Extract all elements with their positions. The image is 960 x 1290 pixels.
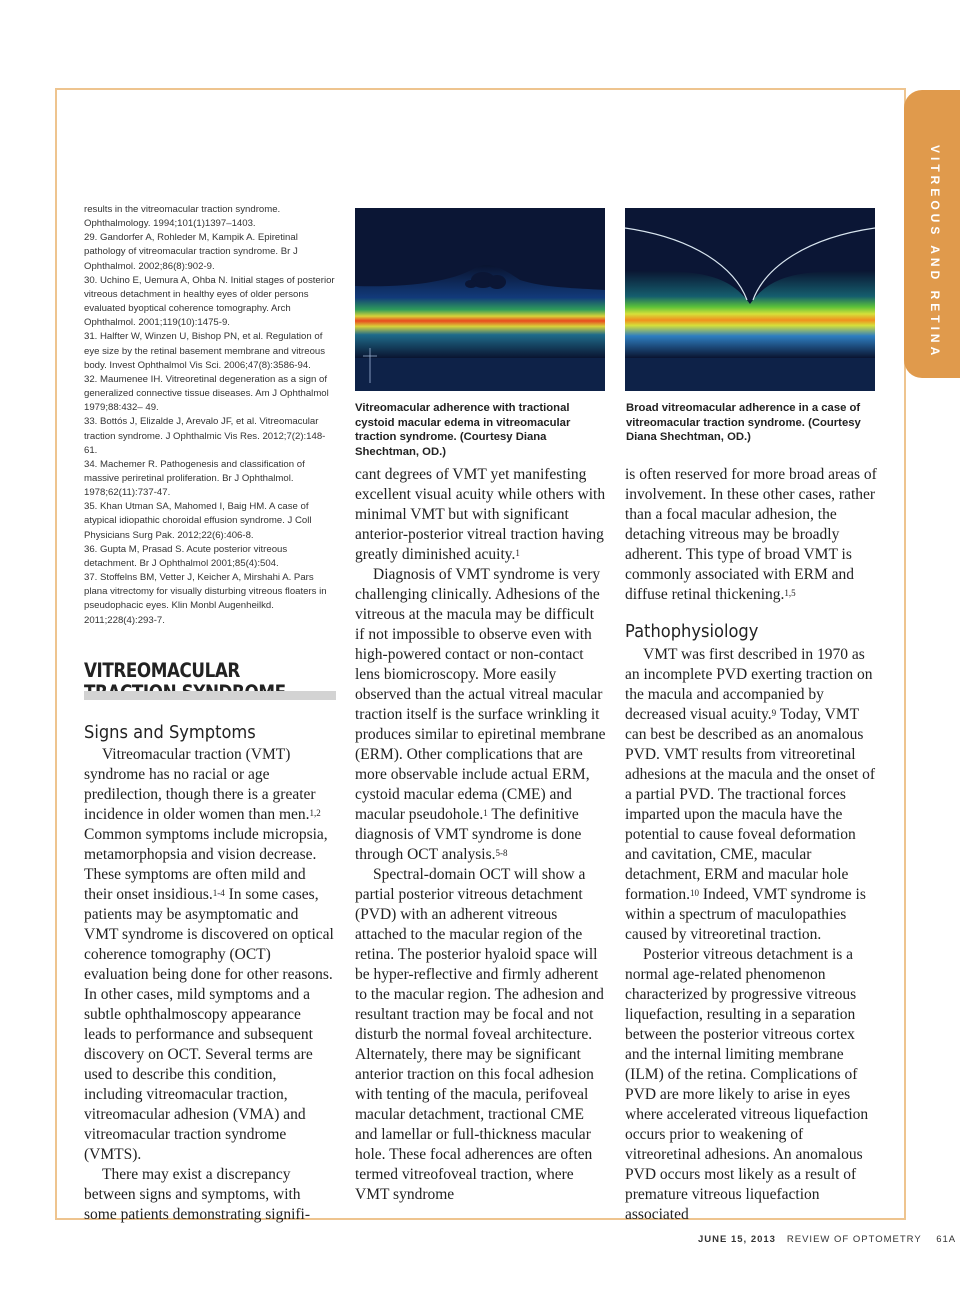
body-text: There may exist a discrepancy between signs and symptoms, with some patients demonstrating signifi- [84, 1166, 311, 1223]
page-number: 61A [936, 1234, 957, 1245]
body-column-1 [84, 745, 336, 1225]
body-text: Today, VMT can best be described as an anomalous PVD. VMT results from vitreoretinal adhesions at the macula and the onset of a partial PVD. The tractional forces imparted upon the macula have the potential to cause foveal deformation and cavitation, CME, macular detachment, ERM and macular hole formation. [625, 706, 876, 903]
reference-item: 29. Gandorfer A, Rohleder M, Kampik A. Epiretinal pathology of vitreomacular traction syndrome. Br J Ophthalmol. 2002;86(8):902-9. [84, 232, 298, 272]
footer-journal: REVIEW OF OPTOMETRY [786, 1234, 922, 1245]
body-column-3 [625, 465, 877, 605]
body-text: Spectral-domain OCT will show a partial posterior vitreous detachment (PVD) with an adherent vitreous attached to the macular region of the retina. The posterior hyaloid space will be hyper-reflective and firmly adherent to the macular region. The adhesion and resultant traction may be focal and not disturb the normal foveal architecture. Alternately, there may be significant anterior traction on this focal adhesion with tenting of the macula, perifoveal macular detachment, tractional CME and lamellar or full-thickness macular hole. These focal adherences are often termed vitreofoveal traction, where VMT syndrome [355, 866, 604, 1203]
reference-item: 32. Maumenee IH. Vitreoretinal degeneration as a sign of generalized connective tissue diseases. Am J Ophthalmol 1979;88:432– 49. [84, 373, 329, 414]
citation: 10 [690, 888, 699, 898]
citation: 9 [771, 708, 777, 718]
reference-item: 36. Gupta M, Prasad S. Acute posterior vitreous detachment. Br J Ophthalmol 2001;85(4):504. [84, 543, 288, 569]
body-text: Posterior vitreous detachment is a normal age-related phenomenon characterized by progressive vitreous liquefaction, resulting in a separation between the posterior vitreous cortex and the internal limiting membrane (ILM) of the retina. Complications of PVD are more likely to arise in eyes where accelerated vitreous liquefaction occurs prior to weakening of vitreoretinal adhesions. An anomalous PVD occurs most likely as a result of premature vitreous liquefaction associated [625, 946, 869, 1223]
figure-caption-2: Broad vitreomacular adherence in a case of vitreomacular traction syndrome. (Courtesy Diana Shechtman, OD.) [626, 402, 861, 443]
body-text: Diagnosis of VMT syndrome is very challenging clinically. Adhesions of the vitreous at the macula may be difficult if not impossible to observe even with high-powered contact or non-contact lens biomicroscopy. More easily observed than the actual vitreal macular traction itself is the surface wrinkling it produces similar to epiretinal membrane (ERM). Other complications that are more observable include actual ERM, cystoid macular edema (CME) and macular pseudohole. [355, 566, 606, 823]
body-text: cant degrees of VMT yet manifesting excellent visual acuity while others with minimal VMT but with significant anterior-posterior vitreal traction having greatly diminished acuity. [355, 466, 606, 563]
body-text: In some cases, patients may be asymptomatic and VMT syndrome is discovered on optical coherence tomography (OCT) evaluation being done for other reasons. In other cases, mild symptoms and a subtle ophthalmoscopy appearance leads to performance and subsequent discovery on OCT. Several terms are used to describe this condition, including vitreomacular traction, vitreomacular adhesion (VMA) and vitreomacular traction syndrome (VMTS). [84, 886, 334, 1163]
body-text: The definitive diagnosis of VMT syndrome is done through OCT analysis. [355, 806, 582, 863]
body-column-2 [355, 465, 607, 1205]
subhead-pathophysiology: Pathophysiology [625, 622, 759, 642]
section-title: VITREOMACULAR [84, 659, 240, 682]
reference-item: 37. Stoffelns BM, Vetter J, Keicher A, Mirshahi A. Pars plana vitrectomy for visually disturbing vitreous floaters in pseudophacic eyes. Klin Monbl Augenheilkd. 2011;228(4):293-7. [84, 572, 327, 626]
subhead-signs: Signs and Symptoms [84, 723, 256, 743]
references-list [84, 203, 338, 628]
citation: 5-8 [495, 848, 508, 858]
reference-item: results in the vitreomacular traction syndrome. Ophthalmology. 1994;101(1)1397–1403. [84, 204, 281, 230]
citation: 1 [515, 548, 520, 558]
body-text: Common symptoms include micropsia, metamorphopsia and vision decrease. These symptoms are often mild and their onset insidious. [84, 826, 328, 903]
reference-item: 35. Khan Utman SA, Mahomed I, Baig HM. A case of atypical idiopathic choroidal effusion syndrome. J Coll Physicians Surg Pak. 2012;22(6):406-8. [84, 501, 312, 541]
citation: 1 [483, 808, 488, 818]
oct-image-2 [625, 208, 875, 391]
citation: 1-4 [212, 888, 225, 898]
body-text: Vitreomacular traction (VMT) syndrome has no racial or age predilection, though there is a greater incidence in older women than men. [84, 746, 316, 823]
page-footer [698, 1234, 956, 1245]
footer-date: JUNE 15, 2013 [698, 1234, 776, 1245]
body-text: Indeed, VMT syndrome is within a spectrum of maculopathies caused by vitreoretinal traction. [625, 886, 866, 943]
citation: 1,5 [784, 588, 796, 598]
reference-item: 31. Halfter W, Winzen U, Bishop PN, et al. Regulation of eye size by the retinal basement membrane and vitreous body. Invest Ophthalmol Vis Sci. 2006;47(8):3586-94. [84, 331, 326, 371]
citation: 1,2 [309, 808, 321, 818]
heading-divider [84, 691, 336, 700]
reference-item: 34. Machemer R. Pathogenesis and classification of massive periretinal proliferation. Br J Ophthalmol. 1978;62(11):737-47. [84, 458, 305, 499]
reference-item: 33. Bottós J, Elizalde J, Arevalo JF, et al. Vitreomacular traction syndrome. J Ophthalmic Vis Res. 2012;7(2):148-61. [84, 416, 326, 456]
oct-image-1 [355, 208, 605, 391]
reference-item: 30. Uchino E, Uemura A, Ohba N. Initial stages of posterior vitreous detachment in healthy eyes of older persons evaluated byoptical coherence tomography. Arch Ophthalmol. 2001;119(10):1475-9. [84, 274, 335, 329]
figure-caption-1: Vitreomacular adherence with tractional cystoid macular edema in vitreomacular traction syndrome. (Courtesy Diana Shechtman, OD.) [355, 402, 571, 458]
body-text: VMT was first described in 1970 as an incomplete PVD exerting traction on the macula and accompanied by decreased visual acuity. [625, 646, 873, 723]
body-column-3b [625, 645, 877, 1225]
body-text: is often reserved for more broad areas of involvement. In these other cases, rather than a focal macular adhesion, the detaching vitreous may be broadly adherent. This type of broad VMT is commonly associated with ERM and diffuse retinal thickening. [625, 466, 877, 603]
section-tab-label: VITREOUS AND RETINA [928, 145, 942, 360]
